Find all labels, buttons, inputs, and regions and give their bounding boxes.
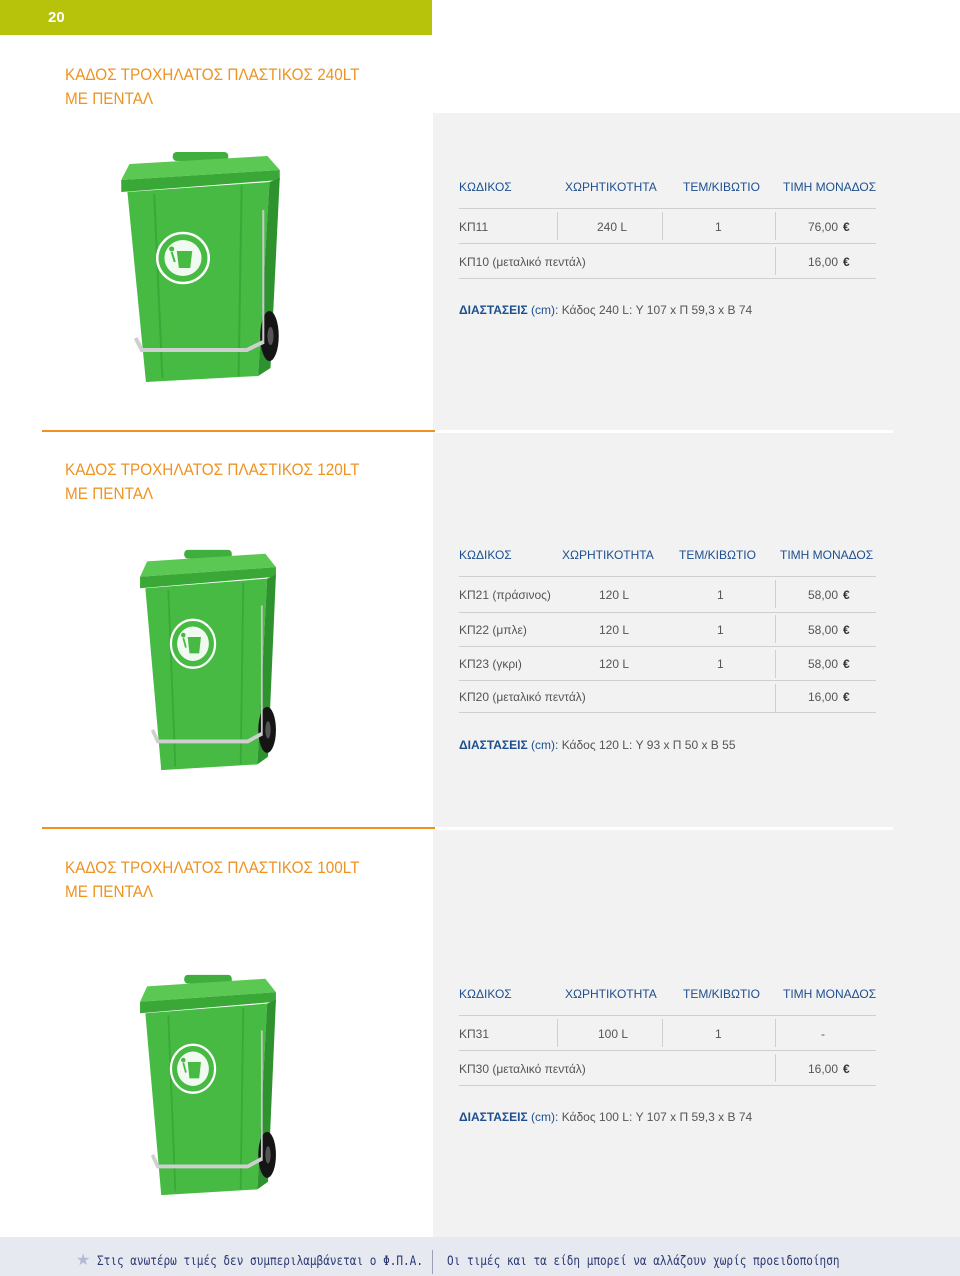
dimensions-label: ΔΙΑΣΤΑΣΕΙΣ [459,303,528,317]
euro-symbol: € [843,690,850,704]
dimensions-line [459,1110,752,1125]
row-capacity: 120 L [599,657,630,671]
euro-symbol: € [843,220,850,234]
cell-divider [775,580,776,608]
table-rule [459,208,876,209]
row-capacity: 100 L [598,1027,629,1041]
header-per-box: ΤΕΜ/ΚΙΒΩΤΙΟ [683,180,760,194]
cell-divider [775,1019,776,1047]
row-per-box: 1 [717,623,724,637]
euro-symbol: € [843,657,850,671]
bin-100-image [133,973,283,1198]
row-capacity: 240 L [597,220,628,234]
row-price: 58,00 [807,657,838,671]
header-capacity: ΧΩΡΗΤΙΚΟΤΗΤΑ [562,548,654,562]
row-price: 76,00 [807,220,838,234]
page-number: 20 [48,9,65,26]
cell-divider [557,212,558,240]
row-code: ΚΠ11 [459,220,489,234]
bin-logo [171,620,215,668]
table-rule [459,278,876,279]
row-code: ΚΠ31 [459,1027,490,1041]
section-divider [42,827,435,829]
header-capacity: ΧΩΡΗΤΙΚΟΤΗΤΑ [565,987,657,1001]
euro-symbol: € [843,255,850,269]
row-code: ΚΠ20 (μεταλικό πεντάλ) [459,690,586,704]
table-rule [459,243,876,244]
row-price: 16,00 [807,690,838,704]
panel-divider [435,827,893,830]
cell-divider [775,212,776,240]
dimensions-unit: (cm): [531,1110,559,1124]
cell-divider [557,1019,558,1047]
footer-vat-note: Στις ανωτέρω τιμές δεν συμπεριλαμβάνεται ο Φ.Π.Α. [97,1254,423,1269]
bin-logo [157,233,208,283]
cell-divider [775,615,776,643]
table-rule [459,680,876,681]
bin-240-image [113,150,288,385]
table-rule [459,712,876,713]
footer-divider [432,1250,433,1274]
dimensions-unit: (cm): [531,303,559,317]
product-subtitle: ΜΕ ΠΕΝΤΑΛ [65,484,154,503]
dimensions-label: ΔΙΑΣΤΑΣΕΙΣ [459,1110,528,1124]
header-unit-price: ΤΙΜΗ ΜΟΝΑΔΟΣ [783,180,877,194]
product-title: ΚΑΔΟΣ ΤΡΟΧΗΛΑΤΟΣ ΠΛΑΣΤΙΚΟΣ 240LT [65,65,360,84]
row-price: 58,00 [807,588,838,602]
cell-divider [775,684,776,712]
dimensions-value: Κάδος 100 L: Υ 107 x Π 59,3 x Β 74 [561,1110,753,1124]
row-capacity: 120 L [599,588,630,602]
bin-logo [171,1045,215,1093]
header-per-box: ΤΕΜ/ΚΙΒΩΤΙΟ [679,548,756,562]
table-rule [459,646,876,647]
table-rule [459,612,876,613]
table-rule [459,1015,876,1016]
table-rule [459,576,876,577]
footer-price-change-note: Οι τιμές και τα είδη μπορεί να αλλάζουν χωρίς προειδοποίηση [447,1254,840,1269]
star-icon: ★ [76,1250,91,1269]
row-per-box: 1 [715,1027,722,1041]
dimensions-line [459,738,736,753]
row-per-box: 1 [717,657,724,671]
bin-120-image [133,548,283,773]
product-subtitle: ΜΕ ΠΕΝΤΑΛ [65,882,154,901]
dimensions-value: Κάδος 120 L: Υ 93 x Π 50 x Β 55 [561,738,736,752]
product-subtitle: ΜΕ ΠΕΝΤΑΛ [65,89,154,108]
header-code: ΚΩΔΙΚΟΣ [459,180,512,194]
dimensions-line [459,303,752,318]
row-code: ΚΠ30 (μεταλικό πεντάλ) [459,1062,586,1076]
euro-symbol: € [843,1062,850,1076]
row-code: ΚΠ22 (μπλε) [459,623,527,637]
cell-divider [775,247,776,275]
cell-divider [662,1019,663,1047]
table-rule [459,1050,876,1051]
top-accent-bar [0,0,432,35]
header-capacity: ΧΩΡΗΤΙΚΟΤΗΤΑ [565,180,657,194]
cell-divider [662,212,663,240]
header-unit-price: ΤΙΜΗ ΜΟΝΑΔΟΣ [780,548,874,562]
row-code: ΚΠ10 (μεταλικό πεντάλ) [459,255,586,269]
table-rule [459,1085,876,1086]
euro-symbol: € [843,623,850,637]
euro-symbol: € [843,588,850,602]
row-per-box: 1 [715,220,722,234]
row-code: ΚΠ21 (πράσινος) [459,588,551,602]
header-code: ΚΩΔΙΚΟΣ [459,548,512,562]
header-per-box: ΤΕΜ/ΚΙΒΩΤΙΟ [683,987,760,1001]
dimensions-unit: (cm): [531,738,559,752]
cell-divider [775,1054,776,1082]
row-per-box: 1 [717,588,724,602]
row-code: ΚΠ23 (γκρι) [459,657,522,671]
row-price: 16,00 [807,1062,838,1076]
row-capacity: 120 L [599,623,630,637]
product-title: ΚΑΔΟΣ ΤΡΟΧΗΛΑΤΟΣ ΠΛΑΣΤΙΚΟΣ 120LT [65,460,360,479]
header-unit-price: ΤΙΜΗ ΜΟΝΑΔΟΣ [783,987,877,1001]
header-code: ΚΩΔΙΚΟΣ [459,987,512,1001]
row-price: 58,00 [807,623,838,637]
dimensions-value: Κάδος 240 L: Υ 107 x Π 59,3 x Β 74 [561,303,753,317]
cell-divider [775,650,776,678]
section-divider [42,430,435,432]
row-price: - [821,1027,825,1041]
product-title: ΚΑΔΟΣ ΤΡΟΧΗΛΑΤΟΣ ΠΛΑΣΤΙΚΟΣ 100LT [65,858,360,877]
row-price: 16,00 [807,255,838,269]
panel-divider [435,430,893,433]
dimensions-label: ΔΙΑΣΤΑΣΕΙΣ [459,738,528,752]
